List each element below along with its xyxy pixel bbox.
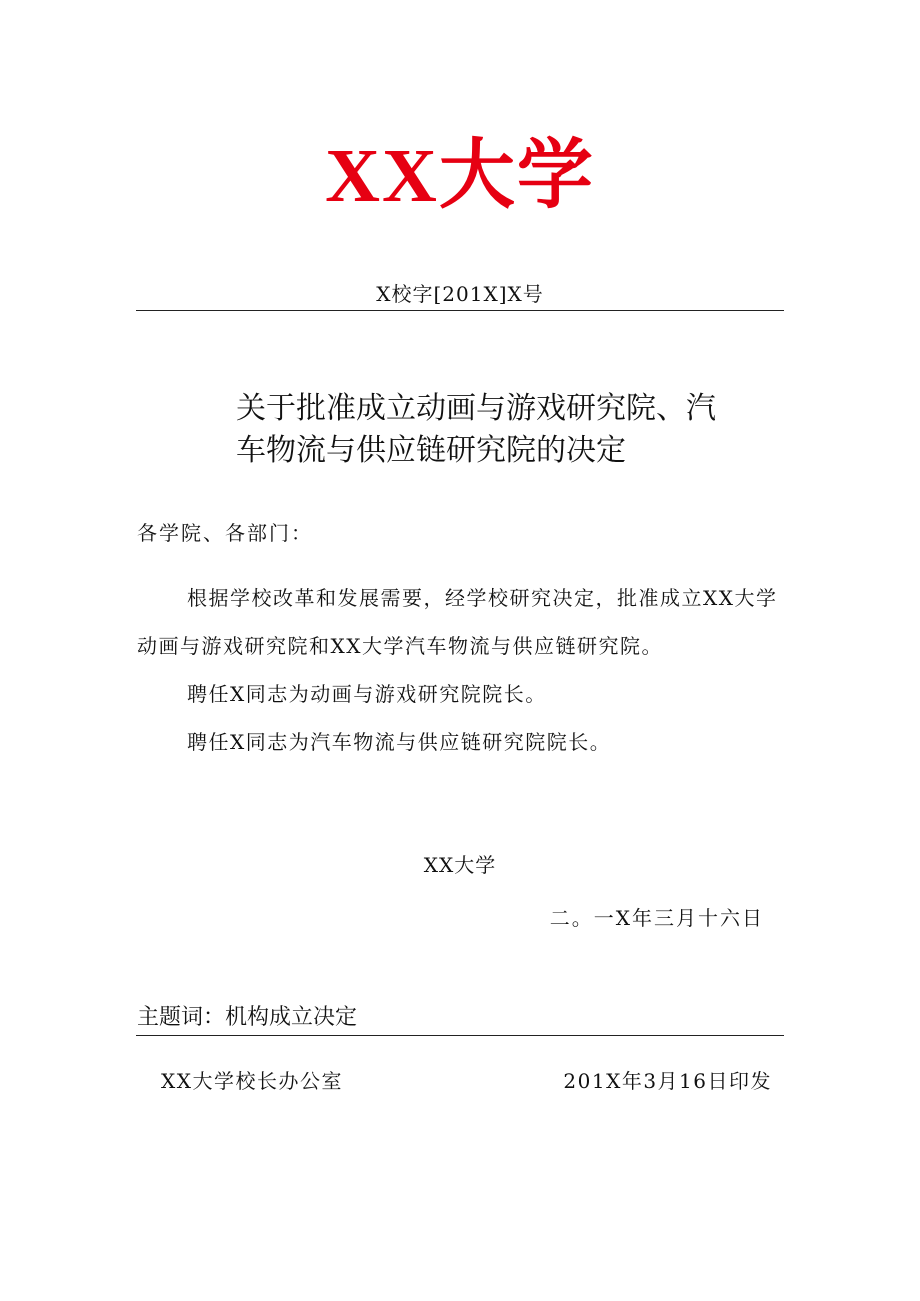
document-number: X校字[201X]X号 xyxy=(376,282,544,306)
issuer-signature: XX大学 xyxy=(423,853,497,877)
document-title xyxy=(236,388,776,472)
issuing-office: XX大学校长办公室 xyxy=(161,1069,343,1093)
body-paragraph: 聘任X同志为汽车物流与供应链研究院院长。 xyxy=(187,730,612,754)
issue-date: 二。一X年三月十六日 xyxy=(549,906,764,930)
institution-masthead: XX大学 xyxy=(325,134,595,218)
header-divider xyxy=(136,310,784,311)
body-paragraph: 根据学校改革和发展需要，经学校研究决定，批准成立XX大学动画与游戏研究院和XX大学汽车物流与供应链研究院。 xyxy=(137,586,778,658)
print-date: 201X年3月16日印发 xyxy=(563,1069,772,1093)
footer-divider xyxy=(136,1035,784,1036)
body-paragraph: 聘任X同志为动画与游戏研究院院长。 xyxy=(187,682,547,706)
title-line-1: 关于批准成立动画与游戏研究院、汽 xyxy=(236,391,716,426)
subject-keywords: 主题词：机构成立决定 xyxy=(137,1005,358,1030)
title-line-2: 车物流与供应链研究院的决定 xyxy=(236,433,626,468)
salutation: 各学院、各部门： xyxy=(137,521,313,545)
document-body xyxy=(137,574,779,766)
